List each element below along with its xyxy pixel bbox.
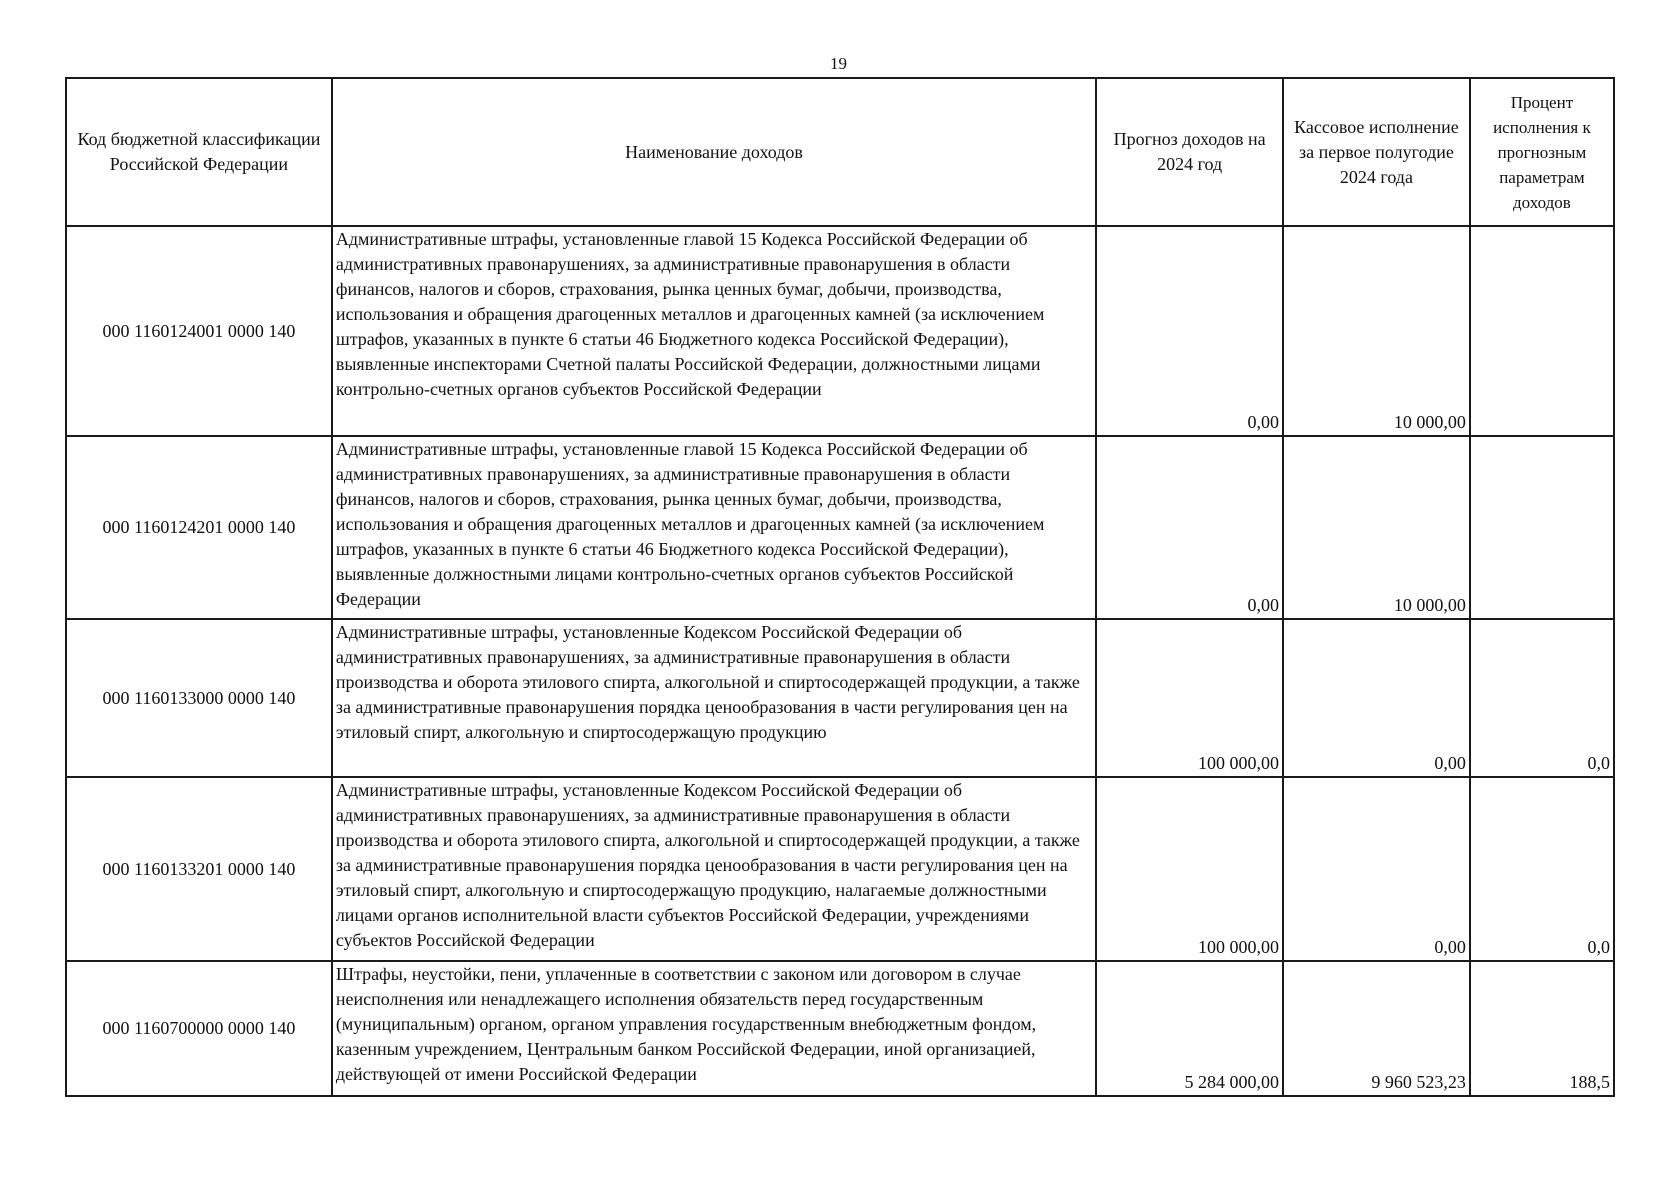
header-name: Наименование доходов bbox=[332, 78, 1096, 226]
table-row bbox=[66, 961, 1614, 1096]
row-cash-execution: 9 960 523,23 bbox=[1283, 961, 1470, 1096]
row-forecast: 100 000,00 bbox=[1096, 619, 1283, 777]
revenue-table bbox=[65, 77, 1615, 1097]
row-name: Административные штрафы, установленные главой 15 Кодекса Российской Федерации об административных правонарушениях, за административные правонарушения в области финансов, налогов и сборов, страхования, рынка ценных бумаг, добычи, производства, использования и обращения драгоценных металлов и драгоценных камней (за исключением штрафов, указанных в пункте 6 статьи 46 Бюджетного кодекса Российской Федерации), выявленные должностными лицами контрольно-счетных органов субъектов Российской Федерации bbox=[332, 436, 1096, 619]
header-percent: Процент исполнения к прогнозным параметрам доходов bbox=[1470, 78, 1614, 226]
row-forecast: 0,00 bbox=[1096, 226, 1283, 436]
page-number: 19 bbox=[830, 54, 847, 73]
table-header-row bbox=[66, 78, 1614, 226]
table-row bbox=[66, 777, 1614, 961]
table-row bbox=[66, 436, 1614, 619]
row-code: 000 1160133201 0000 140 bbox=[66, 777, 332, 961]
row-forecast: 0,00 bbox=[1096, 436, 1283, 619]
row-cash-execution: 10 000,00 bbox=[1283, 226, 1470, 436]
row-percent: 188,5 bbox=[1470, 961, 1614, 1096]
row-name: Административные штрафы, установленные главой 15 Кодекса Российской Федерации об административных правонарушениях, за административные правонарушения в области финансов, налогов и сборов, страхования, рынка ценных бумаг, добычи, производства, использования и обращения драгоценных металлов и драгоценных камней (за исключением штрафов, указанных в пункте 6 статьи 46 Бюджетного кодекса Российской Федерации), выявленные инспекторами Счетной палаты Российской Федерации, должностными лицами контрольно-счетных органов субъектов Российской Федерации bbox=[332, 226, 1096, 436]
row-code: 000 1160124201 0000 140 bbox=[66, 436, 332, 619]
row-cash-execution: 0,00 bbox=[1283, 777, 1470, 961]
row-percent bbox=[1470, 436, 1614, 619]
row-name: Штрафы, неустойки, пени, уплаченные в соответствии с законом или договором в случае неисполнения или ненадлежащего исполнения обязательств перед государственным (муниципальным) органом, органом управления государственным внебюджетным фондом, казенным учреждением, Центральным банком Российской Федерации, иной организацией, действующей от имени Российской Федерации bbox=[332, 961, 1096, 1096]
row-percent: 0,0 bbox=[1470, 619, 1614, 777]
header-cash-execution: Кассовое исполнение за первое полугодие 2024 года bbox=[1283, 78, 1470, 226]
header-forecast: Прогноз доходов на 2024 год bbox=[1096, 78, 1283, 226]
row-code: 000 1160124001 0000 140 bbox=[66, 226, 332, 436]
row-code: 000 1160700000 0000 140 bbox=[66, 961, 332, 1096]
row-forecast: 5 284 000,00 bbox=[1096, 961, 1283, 1096]
row-code: 000 1160133000 0000 140 bbox=[66, 619, 332, 777]
row-cash-execution: 10 000,00 bbox=[1283, 436, 1470, 619]
table-row bbox=[66, 619, 1614, 777]
row-percent bbox=[1470, 226, 1614, 436]
table-row bbox=[66, 226, 1614, 436]
row-percent: 0,0 bbox=[1470, 777, 1614, 961]
header-code: Код бюджетной классификации Российской Федерации bbox=[66, 78, 332, 226]
row-forecast: 100 000,00 bbox=[1096, 777, 1283, 961]
row-name: Административные штрафы, установленные Кодексом Российской Федерации об административных правонарушениях, за административные правонарушения в области производства и оборота этилового спирта, алкогольной и спиртосодержащей продукции, а также за административные правонарушения порядка ценообразования в части регулирования цен на этиловый спирт, алкогольную и спиртосодержащую продукцию, налагаемые должностными лицами органов исполнительной власти субъектов Российской Федерации, учреждениями субъектов Российской Федерации bbox=[332, 777, 1096, 961]
row-name: Административные штрафы, установленные Кодексом Российской Федерации об административных правонарушениях, за административные правонарушения в области производства и оборота этилового спирта, алкогольной и спиртосодержащей продукции, а также за административные правонарушения порядка ценообразования в части регулирования цен на этиловый спирт, алкогольную и спиртосодержащую продукцию bbox=[332, 619, 1096, 777]
row-cash-execution: 0,00 bbox=[1283, 619, 1470, 777]
